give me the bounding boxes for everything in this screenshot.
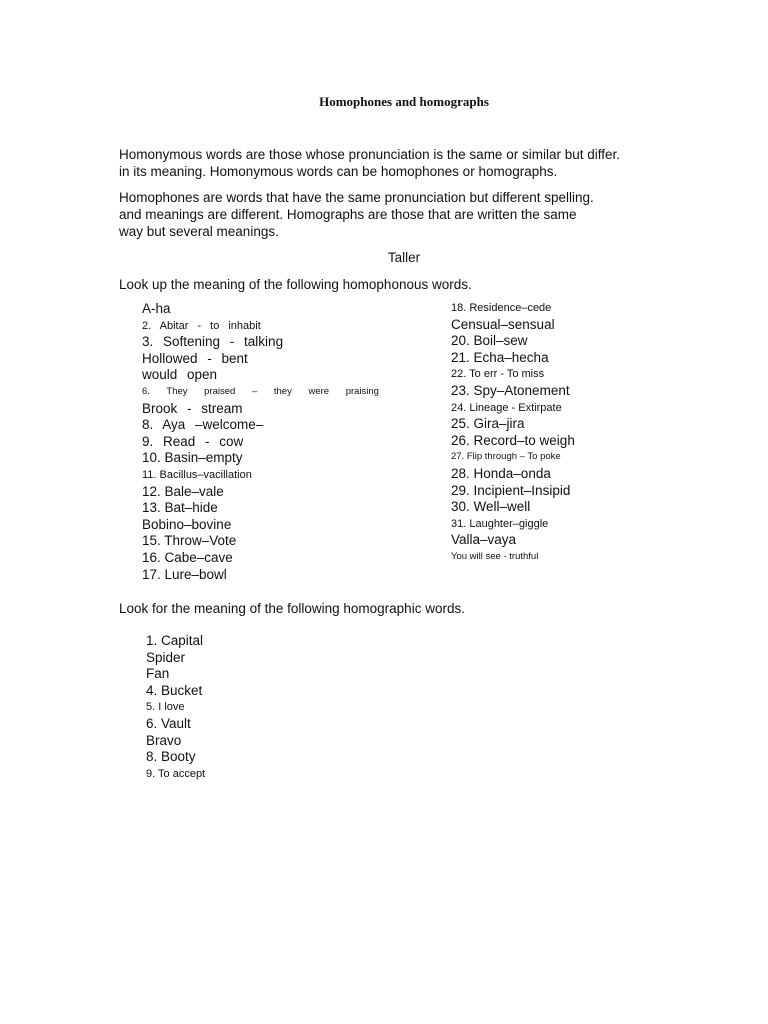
list-item: Bravo (146, 732, 182, 748)
list-item: Spider (146, 649, 186, 665)
list-item: 26. Record–to weigh (451, 432, 575, 448)
list-item: 16. Cabe–cave (142, 549, 233, 565)
intro-paragraph-1-text: Homonymous words are those whose pronunciation is the same or similar but differ. in its meaning. Homonymous words can be homophones or homographs. (119, 147, 620, 179)
list-item: 29. Incipient–Insipid (451, 482, 571, 498)
list-item: 17. Lure–bowl (142, 566, 227, 582)
list-item: 11. Bacillus–vacillation (142, 468, 252, 481)
list-item: 28. Honda–onda (451, 465, 551, 481)
list-item: would open (142, 367, 218, 383)
list-item: Bobino–bovine (142, 516, 232, 532)
list-item: 2. Abitar - to inhabit (142, 319, 261, 332)
list-item: 27. Flip through – To poke (451, 451, 561, 463)
homophones-list-right (451, 300, 575, 566)
list-item: Censual–sensual (451, 316, 555, 332)
list-item: Brook - stream (142, 400, 243, 416)
list-item: 12. Bale–vale (142, 483, 224, 499)
list-item: A-ha (142, 301, 171, 316)
list-item: 21. Echa–hecha (451, 349, 549, 365)
list-item: 1. Capital (146, 633, 204, 648)
list-item: Hollowed - bent (142, 350, 248, 366)
list-item: Fan (146, 666, 170, 682)
list-item: 6. They praised – they were praising (142, 385, 379, 397)
intro-paragraph-2 (119, 189, 679, 240)
list-item: 4. Bucket (146, 682, 203, 698)
homophones-instruction: Look up the meaning of the following homophonous words. (119, 277, 472, 292)
section-heading: Taller (387, 250, 421, 265)
list-item: 9. To accept (146, 767, 206, 780)
list-item: 31. Laughter–giggle (451, 517, 549, 530)
list-item: 30. Well–well (451, 499, 531, 515)
list-item: 6. Vault (146, 715, 191, 731)
list-item: 25. Gira–jira (451, 416, 525, 432)
homographs-list (146, 633, 205, 782)
list-item: Valla–vaya (451, 532, 517, 548)
intro-paragraph-2-text: Homophones are words that have the same pronunciation but different spelling. and meanings are different. Homographs are those that are written the same way but several meanings. (119, 190, 594, 239)
list-item: 8. Booty (146, 749, 196, 765)
list-item: You will see - truthful (451, 550, 539, 562)
list-item: 10. Basin–empty (142, 450, 243, 466)
list-item: 23. Spy–Atonement (451, 382, 570, 398)
document-title: Homophones and homographs (319, 94, 489, 109)
list-item: 15. Throw–Vote (142, 533, 237, 549)
list-item: 3. Softening - talking (142, 334, 284, 350)
list-item: 20. Boil–sew (451, 333, 528, 349)
list-item: 8. Aya –welcome– (142, 417, 264, 433)
intro-paragraph-1 (119, 146, 679, 180)
list-item: 5. I love (146, 701, 185, 714)
list-item: 22. To err - To miss (451, 368, 545, 381)
list-item: 18. Residence–cede (451, 302, 552, 314)
homophones-list-left (142, 301, 379, 583)
list-item: 24. Lineage - Extirpate (451, 401, 562, 414)
homographs-instruction: Look for the meaning of the following homographic words. (119, 601, 465, 616)
list-item: 13. Bat–hide (142, 500, 218, 516)
list-item: 9. Read - cow (142, 433, 244, 449)
